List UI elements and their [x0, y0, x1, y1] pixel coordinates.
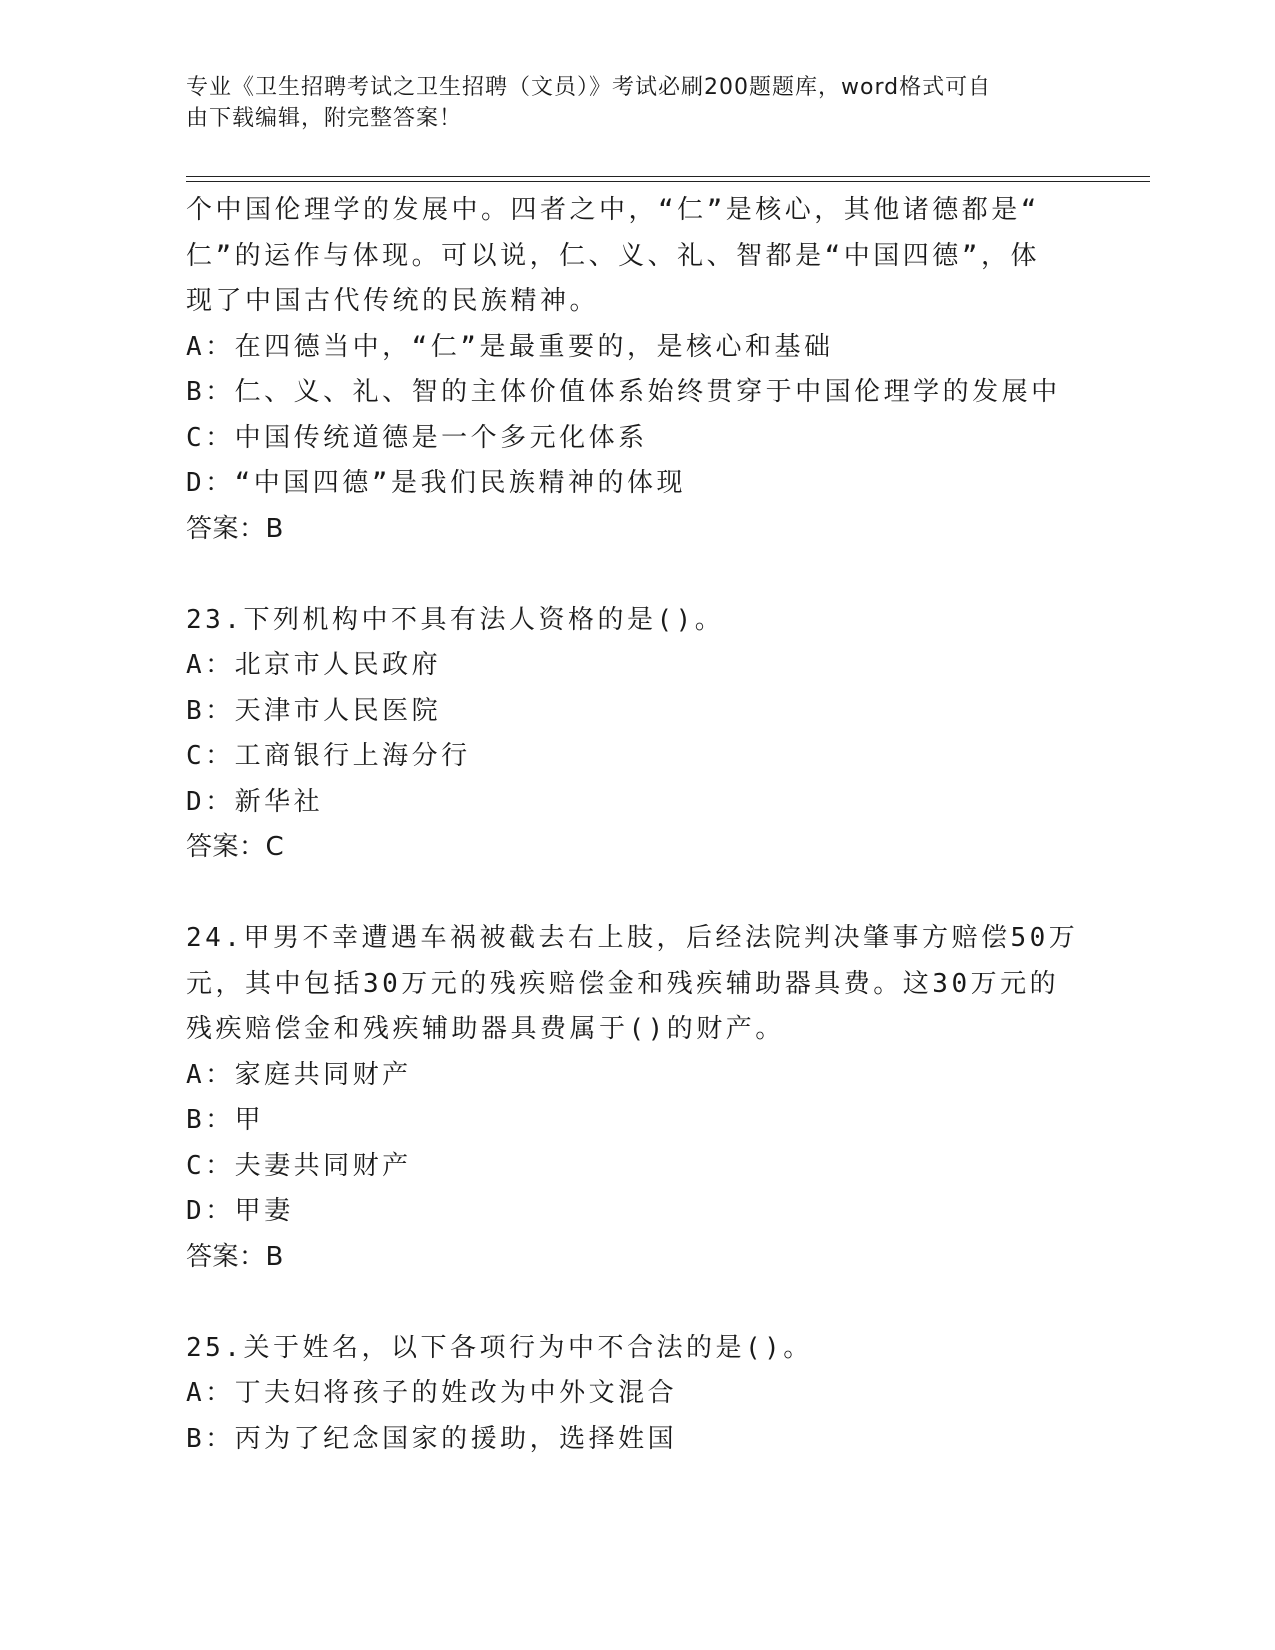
header-line-2: 由下载编辑，附完整答案！ [186, 106, 463, 131]
option-b: B：天津市人民医院 [186, 695, 442, 726]
answer-line: 答案：B [186, 1241, 284, 1272]
spacer [186, 1280, 1066, 1326]
answer-line: 答案：C [186, 832, 285, 862]
question-24 [186, 916, 1079, 1280]
option-c: C：中国传统道德是一个多元化体系 [186, 422, 648, 453]
option-d: D：甲妻 [186, 1196, 294, 1226]
header-line-1: 专业《卫生招聘考试之卫生招聘（文员）》考试必刷200题题库，word格式可自 [186, 75, 992, 100]
option-d: D：“中国四德”是我们民族精神的体现 [186, 468, 686, 498]
document-body [186, 188, 1079, 1462]
spacer [186, 871, 1066, 917]
question-23 [186, 598, 1066, 871]
header-divider-top [186, 176, 1150, 177]
question-text-line: 23.下列机构中不具有法人资格的是()。 [186, 604, 725, 635]
question-22-continuation [186, 188, 1066, 552]
option-d: D：新华社 [186, 786, 324, 817]
spacer [186, 552, 1066, 598]
question-text-line: 个中国伦理学的发展中。四者之中，“仁”是核心，其他诸德都是“ [186, 195, 1040, 225]
option-c: C：夫妻共同财产 [186, 1150, 412, 1181]
option-c: C：工商银行上海分行 [186, 741, 471, 771]
option-b: B：甲 [186, 1105, 265, 1135]
question-text-line: 现了中国古代传统的民族精神。 [186, 286, 600, 316]
option-a: A：丁夫妇将孩子的姓改为中外文混合 [186, 1378, 678, 1408]
option-a: A：北京市人民政府 [186, 650, 442, 680]
answer-line: 答案：B [186, 513, 284, 544]
question-text-line: 仁”的运作与体现。可以说，仁、义、礼、智都是“中国四德”，体 [186, 240, 1040, 271]
question-text-line: 元，其中包括30万元的残疾赔偿金和残疾辅助器具费。这30万元的 [186, 968, 1060, 999]
header-divider-bottom [186, 181, 1150, 182]
option-a: A：家庭共同财产 [186, 1059, 412, 1090]
question-text-line: 24.甲男不幸遭遇车祸被截去右上肢，后经法院判决肇事方赔偿50万 [186, 923, 1079, 953]
option-b: B：丙为了纪念国家的援助，选择姓国 [186, 1423, 678, 1454]
option-b: B：仁、义、礼、智的主体价值体系始终贯穿于中国伦理学的发展中 [186, 377, 1061, 407]
question-text-line: 25.关于姓名，以下各项行为中不合法的是()。 [186, 1332, 813, 1363]
question-text-line: 残疾赔偿金和残疾辅助器具费属于()的财产。 [186, 1014, 785, 1044]
option-a: A：在四德当中，“仁”是最重要的，是核心和基础 [186, 331, 834, 362]
document-header [186, 72, 1066, 134]
question-25 [186, 1326, 1066, 1463]
